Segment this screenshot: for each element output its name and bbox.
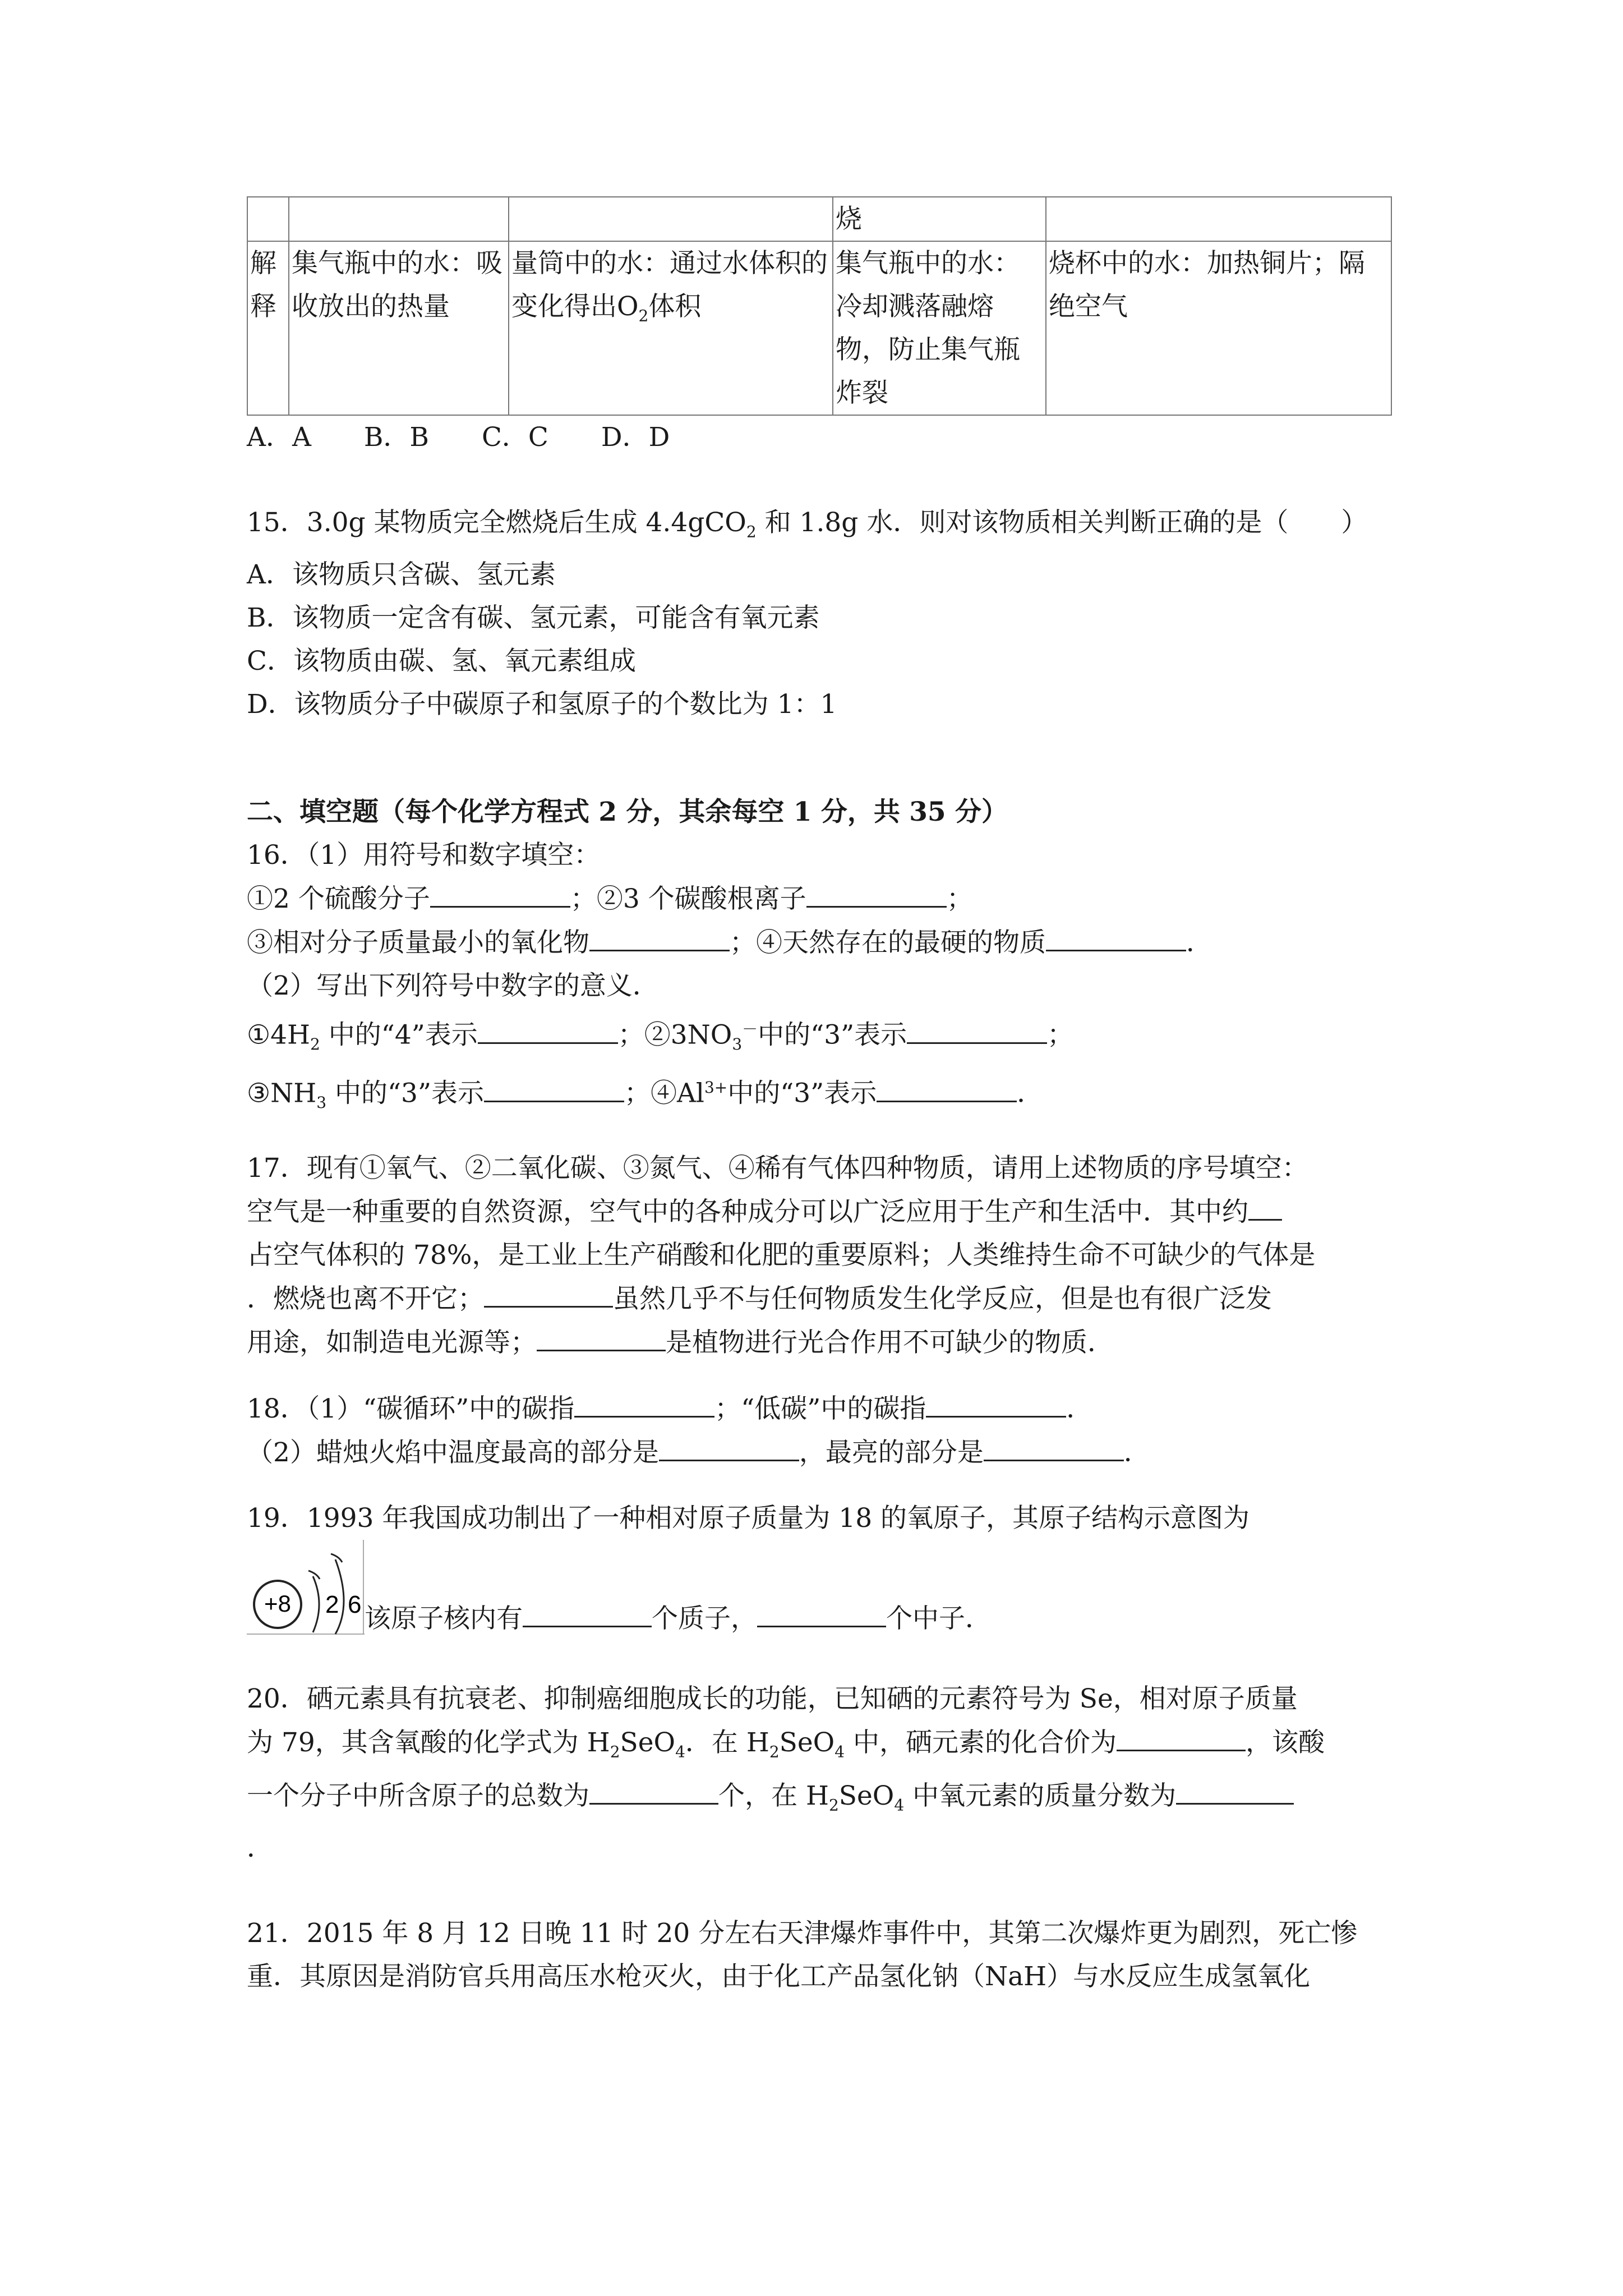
answer-blank[interactable] <box>1248 1190 1282 1221</box>
table-cell <box>509 241 833 415</box>
cell-text: 量筒中的水：通过水体积的变化得出O <box>511 248 828 322</box>
text: ；②3NO <box>617 1020 732 1051</box>
answer-blank[interactable] <box>484 1277 613 1308</box>
answer-blank[interactable] <box>757 1596 886 1627</box>
text: ①2 个硫酸分子 <box>247 884 430 915</box>
text: ． <box>1186 927 1212 959</box>
text: ，该酸 <box>1245 1727 1325 1759</box>
text: ； <box>946 884 973 915</box>
q15-option-c: C．该物质由碳、氢、氧元素组成 <box>247 646 636 677</box>
q20-line: ． <box>247 1833 273 1864</box>
question-15 <box>247 501 1391 726</box>
question-17 <box>247 1147 1391 1364</box>
subscript: 2 <box>638 306 649 325</box>
q16-line <box>247 1007 1391 1066</box>
subscript: 2 <box>746 522 757 541</box>
section-title: 二、填空题（每个化学方程式 2 分，其余每空 1 分，共 35 分） <box>247 797 1008 828</box>
text: SeO <box>620 1727 676 1759</box>
table-cell: 集气瓶中的水：冷却溅落融熔物，防止集气瓶炸裂 <box>833 241 1046 415</box>
answer-blank[interactable] <box>484 1071 624 1102</box>
q19-line <box>247 1540 1391 1635</box>
answer-blank[interactable] <box>907 1013 1047 1044</box>
subscript: 2 <box>769 1742 780 1761</box>
question-20 <box>247 1677 1391 1870</box>
text: （2）蜡烛火焰中温度最高的部分是 <box>247 1437 659 1469</box>
subscript: 4 <box>894 1796 905 1815</box>
atom-structure-diagram <box>247 1540 365 1635</box>
text: ；②3 个碳酸根离子 <box>570 884 806 915</box>
shell-electrons-2: 6 <box>348 1591 362 1619</box>
q16-line: （2）写出下列符号中数字的意义． <box>247 970 659 1002</box>
answer-blank[interactable] <box>806 877 947 908</box>
text: 空气是一种重要的自然资源，空气中的各种成分可以广泛应用于生产和生活中．其中约 <box>247 1197 1248 1228</box>
text: ①4H <box>247 1020 311 1051</box>
text: 一个分子中所含原子的总数为 <box>247 1780 589 1811</box>
q17-line <box>247 1190 1391 1234</box>
answer-blank[interactable] <box>984 1430 1124 1461</box>
subscript: 3 <box>732 1035 743 1054</box>
subscript: 4 <box>834 1742 845 1761</box>
text: ．在 H <box>685 1727 769 1759</box>
text: 中氧元素的质量分数为 <box>904 1780 1177 1811</box>
q14-options: A．A B．B C．C D．D <box>247 422 670 453</box>
subscript: 3 <box>316 1093 327 1112</box>
answer-blank[interactable] <box>1176 1774 1294 1805</box>
table-cell: 烧杯中的水：加热铜片；隔绝空气 <box>1046 241 1391 415</box>
text: 该原子核内有 <box>365 1603 523 1635</box>
text: 中的“4”表示 <box>320 1020 478 1051</box>
q15-option-d: D．该物质分子中碳原子和氢原子的个数比为 1：1 <box>247 689 837 720</box>
nucleus-charge: +8 <box>264 1590 291 1617</box>
q15-option-a: A．该物质只含碳、氢元素 <box>247 559 556 591</box>
superscript: － <box>742 1020 758 1039</box>
text: ，最亮的部分是 <box>799 1437 984 1469</box>
q16-line <box>247 921 1391 964</box>
q20-line <box>247 1774 1391 1826</box>
subscript: 2 <box>828 1796 839 1815</box>
table-row <box>247 241 1391 415</box>
text: ． <box>1017 1078 1044 1110</box>
text: 个，在 H <box>718 1780 829 1811</box>
answer-blank[interactable] <box>537 1320 666 1351</box>
q16-line: 16．（1）用符号和数字填空： <box>247 840 601 871</box>
stem-text: 和 1.8g 水．则对该物质相关判断正确的是（ ） <box>756 507 1368 538</box>
text: SeO <box>838 1780 895 1811</box>
table-cell: 集气瓶中的水：吸收放出的热量 <box>289 241 509 415</box>
subscript: 2 <box>310 1035 320 1054</box>
text: 中的“3”表示 <box>758 1020 907 1051</box>
answer-blank[interactable] <box>1117 1720 1246 1751</box>
answer-blank[interactable] <box>659 1430 799 1461</box>
question-16 <box>247 834 1391 1124</box>
atom-diagram-svg <box>247 1540 365 1635</box>
row-header-explain: 解释 <box>247 241 289 415</box>
text: 虽然几乎不与任何物质发生化学反应，但是也有很广泛发 <box>613 1283 1272 1315</box>
text: 18．（1）“碳循环”中的碳指 <box>247 1393 575 1425</box>
superscript: 3+ <box>704 1078 728 1097</box>
answer-blank[interactable] <box>589 1774 718 1805</box>
question-18 <box>247 1387 1391 1474</box>
text: ．燃烧也离不开它； <box>247 1283 484 1315</box>
q21-line: 重．其原因是消防官兵用高压水枪灭火，由于化工产品氢化钠（NaH）与水反应生成氢氧化 <box>247 1961 1311 1993</box>
subscript: 2 <box>610 1742 620 1761</box>
text: 个质子， <box>652 1603 757 1635</box>
q17-line <box>247 1320 1391 1364</box>
answer-blank[interactable] <box>430 877 570 908</box>
q20-line: 20．硒元素具有抗衰老、抑制癌细胞成长的功能，已知硒的元素符号为 Se，相对原子质量 <box>247 1683 1298 1715</box>
q15-option-b: B．该物质一定含有碳、氢元素，可能含有氧元素 <box>247 602 820 634</box>
text: 中的“3”表示 <box>326 1078 484 1110</box>
q19-line: 19．1993 年我国成功制出了一种相对原子质量为 18 的氧原子，其原子结构示意图为 <box>247 1503 1250 1534</box>
q17-line <box>247 1277 1391 1320</box>
q18-line <box>247 1387 1391 1430</box>
answer-blank[interactable] <box>1046 921 1186 951</box>
question-21 <box>247 1912 1391 1998</box>
answer-blank[interactable] <box>877 1071 1017 1102</box>
text: 中的“3”表示 <box>727 1078 877 1110</box>
answer-blank[interactable] <box>523 1596 652 1627</box>
experiment-table <box>247 196 1392 416</box>
cell-text: 体积 <box>648 291 702 322</box>
q20-line <box>247 1720 1391 1773</box>
table-row <box>247 197 1391 241</box>
answer-blank[interactable] <box>926 1387 1066 1418</box>
subscript: 4 <box>675 1742 685 1761</box>
text: ． <box>1066 1393 1093 1425</box>
text: SeO <box>779 1727 835 1759</box>
table-cell <box>247 197 289 241</box>
text: ；④Al <box>624 1078 704 1110</box>
question-19 <box>247 1497 1391 1635</box>
q17-line: 17．现有①氧气、②二氧化碳、③氮气、④稀有气体四种物质，请用上述物质的序号填空： <box>247 1153 1308 1184</box>
q15-stem <box>247 501 1391 553</box>
exam-page <box>247 196 1391 1998</box>
text: ；④天然存在的最硬的物质 <box>730 927 1046 959</box>
text: 中，硒元素的化合价为 <box>845 1727 1117 1759</box>
text: ③相对分子质量最小的氧化物 <box>247 927 589 959</box>
text: ；“低碳”中的碳指 <box>714 1393 926 1425</box>
table-cell <box>1046 197 1391 241</box>
text: ③NH <box>247 1078 317 1110</box>
answer-blank[interactable] <box>478 1013 618 1044</box>
text: ； <box>1047 1020 1074 1051</box>
q16-line <box>247 1066 1391 1124</box>
table-cell: 烧 <box>833 197 1046 241</box>
table-cell <box>289 197 509 241</box>
q21-line: 21．2015 年 8 月 12 日晚 11 时 20 分左右天津爆炸事件中，其第二次爆炸更为剧烈，死亡惨 <box>247 1918 1358 1949</box>
stem-text: 15．3.0g 某物质完全燃烧后生成 4.4gCO <box>247 507 746 538</box>
q16-line <box>247 877 1391 921</box>
answer-blank[interactable] <box>589 921 730 951</box>
text: 个中子． <box>886 1603 992 1635</box>
answer-blank[interactable] <box>574 1387 714 1418</box>
q17-line: 占空气体积的 78%，是工业上生产硝酸和化肥的重要原料；人类维持生命不可缺少的气体是 <box>247 1240 1316 1271</box>
text: ． <box>1123 1437 1150 1469</box>
text: 为 79，其含氧酸的化学式为 H <box>247 1727 610 1759</box>
table-cell <box>509 197 833 241</box>
text: 是植物进行光合作用不可缺少的物质． <box>666 1327 1114 1359</box>
shell-electrons-1: 2 <box>325 1591 339 1619</box>
text: 用途，如制造电光源等； <box>247 1327 537 1359</box>
q18-line <box>247 1430 1391 1474</box>
